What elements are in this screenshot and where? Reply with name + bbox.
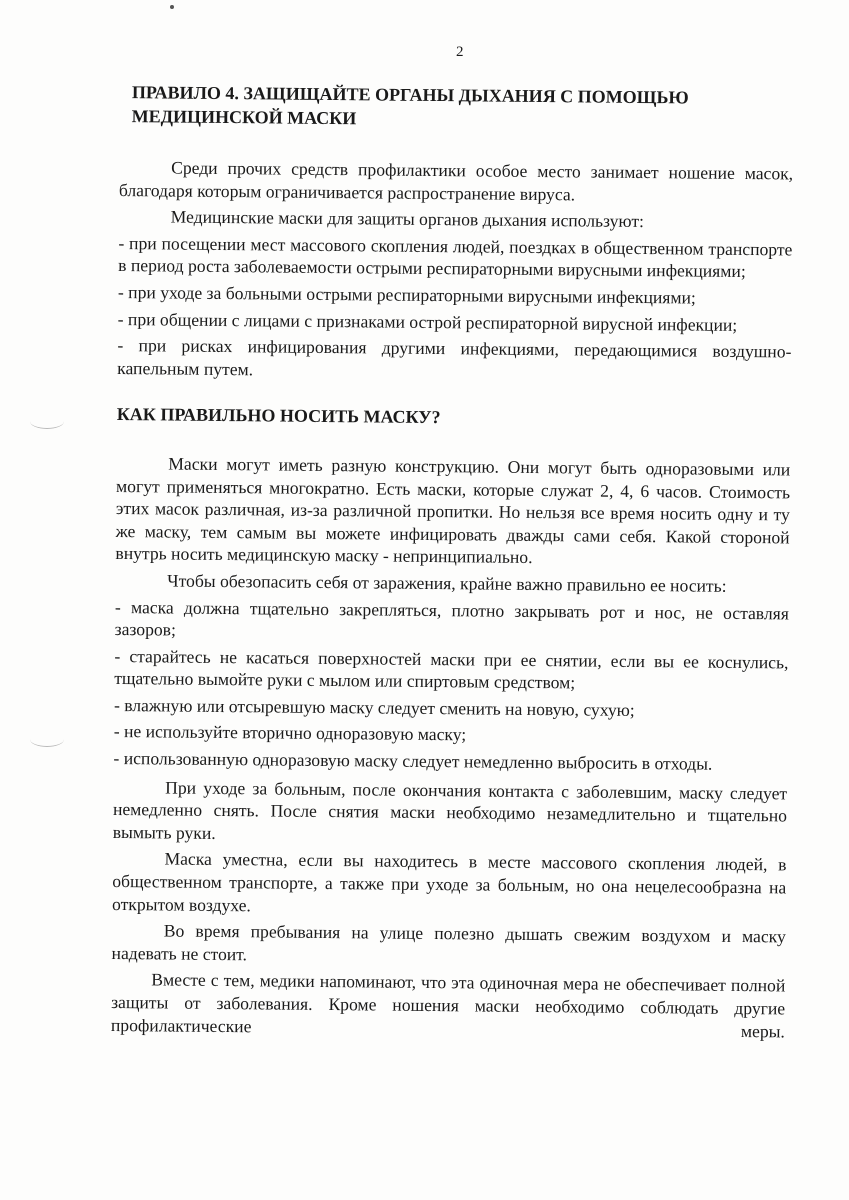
paragraph: Чтобы обезопасить себя от заражения, крайне важно правильно ее носить: [167, 570, 727, 596]
list-item: - при общении с лицами с признаками острой респираторной вирусной инфекции; [117, 308, 738, 335]
list-item: - при уходе за больными острыми респираторными вирусными инфекциями; [117, 281, 696, 308]
paragraph: Маска уместна, если вы находитесь в месте массового скопления людей, в общественном транспорте, а также при уходе за больным, но она нецелесообразна на открытом воздухе. [111, 848, 787, 915]
paragraph: Медицинские маски для защиты органов дыхания используют: [170, 206, 645, 232]
list-item: - использованную одноразовую маску следует немедленно выбросить в отходы. [113, 748, 713, 774]
paragraph: Вместе с тем, медики напоминают, что эта одиночная мера не обеспечивает полной защиты от заболевания. Кроме ношения маски необходимо соблюдать другие профилактические меры. [110, 969, 786, 1042]
list-item: - не используйте вторично одноразовую маску; [113, 721, 467, 745]
section-heading: КАК ПРАВИЛЬНО НОСИТЬ МАСКУ? [116, 404, 441, 428]
document-body [111, 80, 794, 1047]
page-number: 2 [456, 44, 464, 60]
list-item: - старайтесь не касаться поверхностей маски при ее снятии, если вы ее коснулись, тщательно вымойте руки с мылом или спиртовым средством; [114, 645, 789, 693]
paragraph: Среди прочих средств профилактики особое место занимает ношение масок, благодаря которым ограничивается распространение вируса. [118, 157, 794, 204]
punch-hole-mark [30, 414, 64, 429]
list-item: - маска должна тщательно закрепляться, плотно закрывать рот и нос, не оставляя зазоров; [114, 596, 790, 640]
list-item: - влажную или отсыревшую маску следует сменить на новую, сухую; [113, 694, 635, 720]
rule-heading: ПРАВИЛО 4. ЗАЩИЩАЙТЕ ОРГАНЫ ДЫХАНИЯ С ПОМОЩЬЮ МЕДИЦИНСКОЙ МАСКИ [131, 82, 689, 129]
paragraph: Маски могут иметь разную конструкцию. Они могут быть одноразовыми или могут применяться многократно. Есть маски, которые служат 2, 4, 6 часов. Стоимость этих масок различная, из-за различной пропитки. Но нельзя все время носить одну и ту же маску, тем самым вы можете инфицировать дважды сами себя. Какой стороной внутрь носить медицинскую маску - непринципиально. [115, 453, 791, 568]
paragraph: Во время пребывания на улице полезно дышать свежим воздухом и маску надевать не стоит. [111, 920, 786, 965]
list-item: - при посещении мест массового скопления людей, поездках в общественном транспорте в период роста заболеваемости острыми респираторными вирусными инфекциями; [118, 232, 793, 282]
list-item: - при рисках инфицирования другими инфекциями, передающимися воздушно-капельным путем. [117, 335, 792, 380]
scan-speck [170, 5, 174, 9]
punch-hole-mark [30, 732, 64, 747]
paragraph: При уходе за больным, после окончания контакта с заболевшим, маску следует немедленно снять. После снятия маски необходимо незамедлительно и тщательно вымыть руки. [112, 777, 788, 843]
